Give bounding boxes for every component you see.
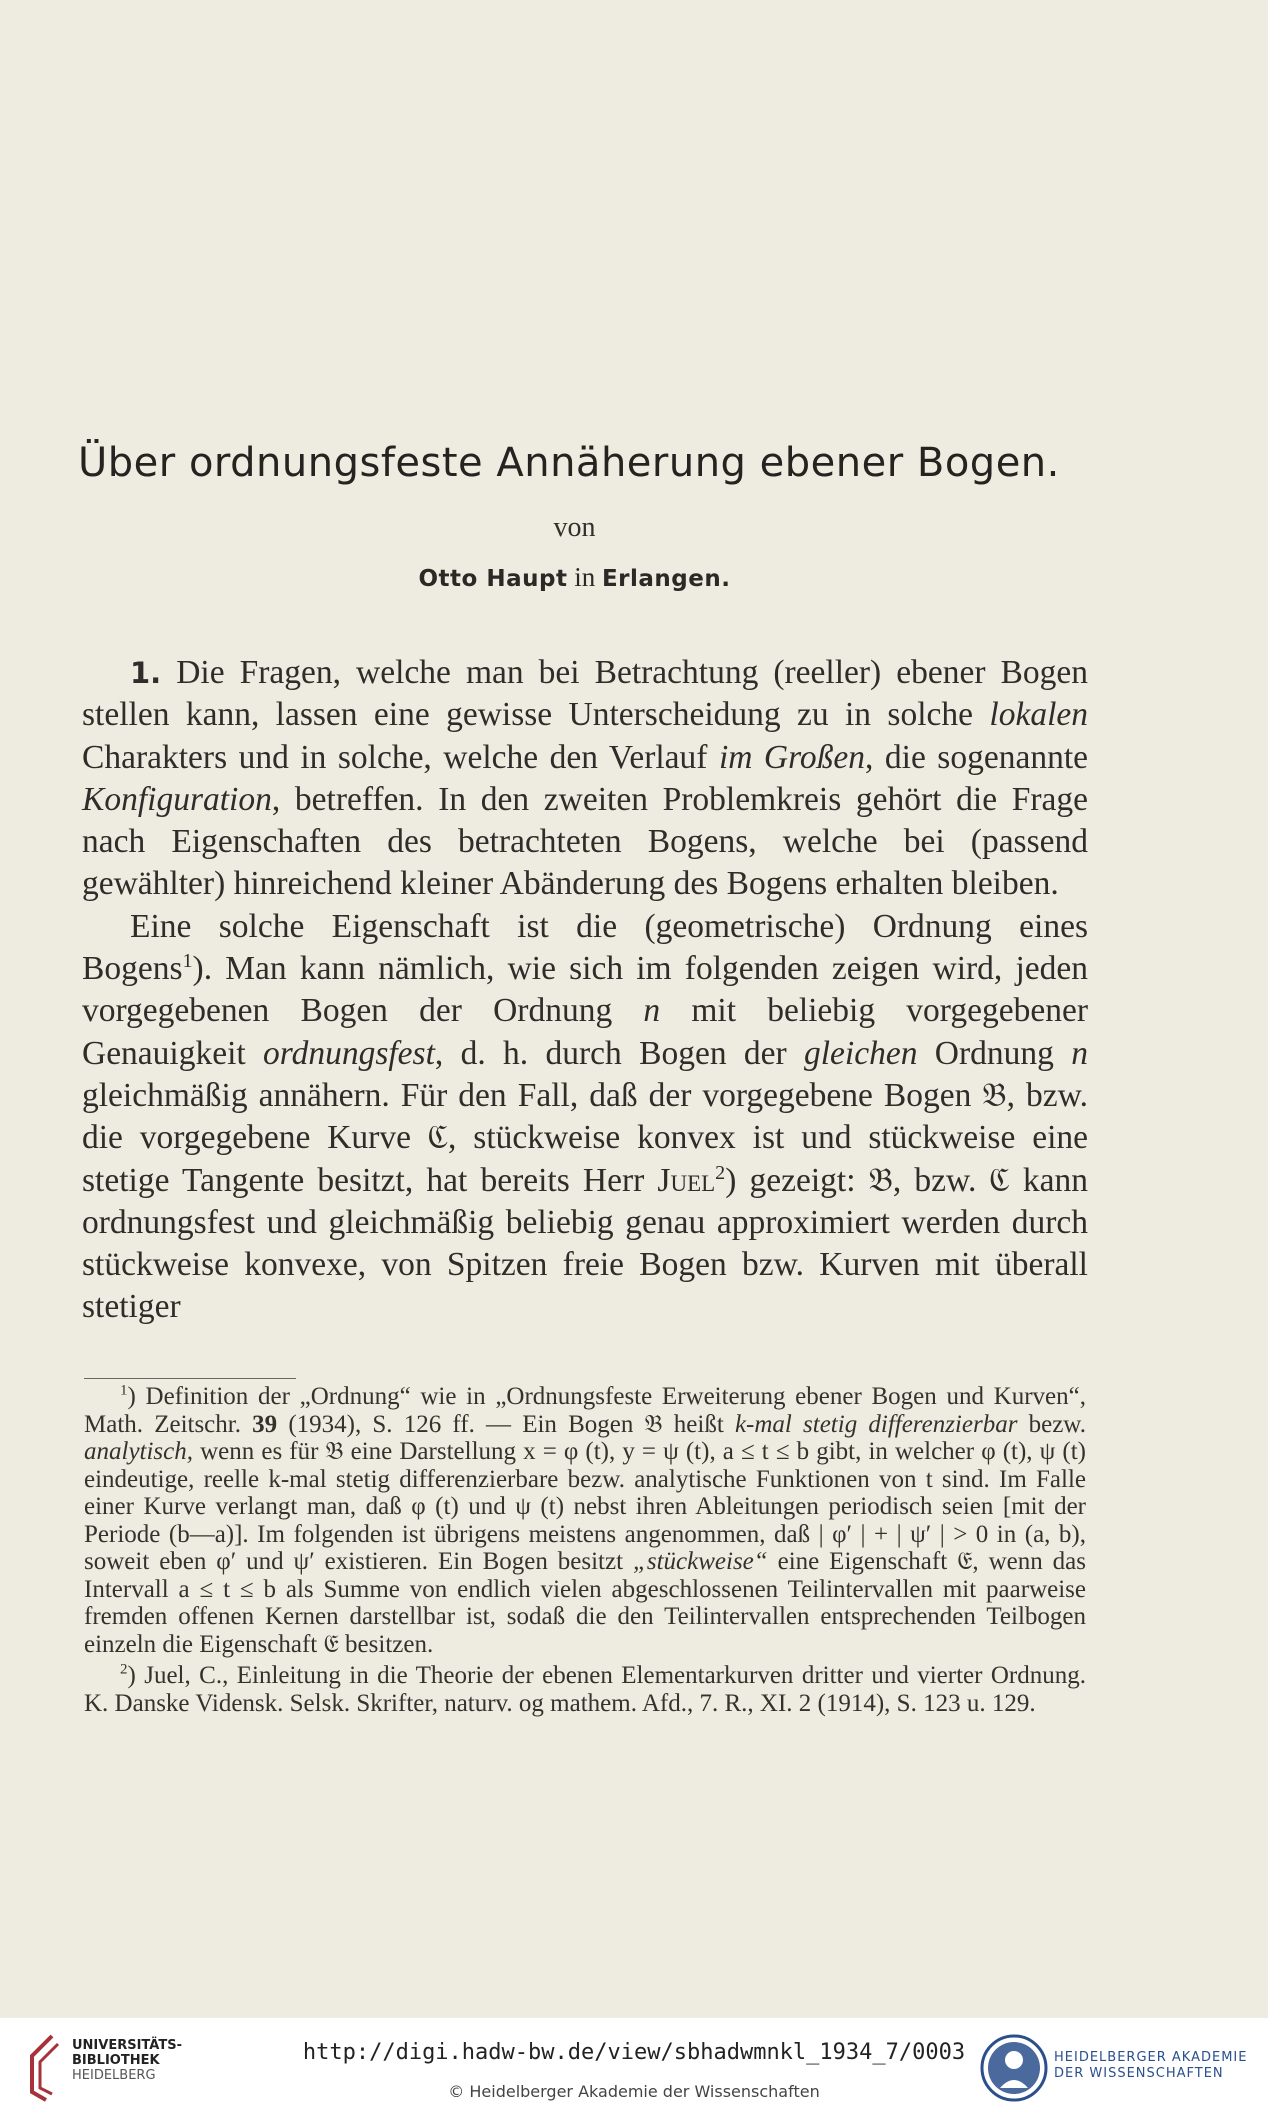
- footnote-2: [84, 1662, 1086, 1717]
- text-run: , betreffen. In den zweiten Problemkreis gehört die Frage nach Eigenschaften des betrachteten Bogens, welche bei (passend gewählter) hinreichend kleiner Abänderung des Bogens erhalten bleiben.: [82, 780, 1088, 903]
- bold-run: 39: [252, 1410, 278, 1438]
- footnote-marker: 2: [120, 1661, 128, 1678]
- italic-run: k-mal stetig differenzierbar: [734, 1410, 1018, 1438]
- italic-run: „stückweise“: [632, 1548, 768, 1575]
- text-run: Eine solche Eigenschaft ist die (geometrische) Ordnung eines Bogens: [82, 907, 1088, 988]
- byline-von: von: [553, 512, 596, 543]
- footnote-marker: 1: [120, 1382, 128, 1399]
- copyright-notice: © Heidelberger Akademie der Wissenschaften: [448, 2082, 820, 2101]
- main-text: [82, 652, 1088, 1329]
- italic-run: n: [643, 992, 661, 1030]
- author-city: Erlangen.: [601, 566, 731, 592]
- library-line: HEIDELBERG: [72, 2068, 156, 2083]
- author-name: Otto Haupt: [418, 566, 568, 592]
- text-run: ). Man kann nämlich, wie sich im folgenden zeigen wird, jeden vorgegebenen Bogen der Ordnung: [82, 950, 1088, 1030]
- footnote-divider: [84, 1378, 296, 1379]
- italic-run: n: [1071, 1034, 1088, 1072]
- academy-line: DER WISSENSCHAFTEN: [1054, 2066, 1224, 2081]
- academy-seal-icon: [980, 2030, 1048, 2110]
- italic-run: Konfiguration: [82, 780, 272, 818]
- text-run: bezw.: [1017, 1410, 1086, 1438]
- italic-run: lokalen: [989, 696, 1088, 734]
- permalink-url[interactable]: http://digi.hadw-bw.de/view/sbhadwmnkl_1934_7/0003: [302, 2040, 966, 2065]
- byline-author: [0, 562, 1149, 593]
- text-run: ) Juel, C., Einleitung in die Theorie der ebenen Elementarkurven dritter und vierter Ordnung. K. Danske Vidensk. Selsk. Skrifter, naturv. og mathem. Afd., 7. R., XI. 2 (1914), S. 123 u. 129.: [84, 1662, 1086, 1717]
- library-line: BIBLIOTHEK: [72, 2053, 160, 2068]
- text-run: , d. h. durch Bogen der: [434, 1034, 804, 1072]
- text-run: Charakters und in solche, welche den Verlauf: [82, 738, 719, 776]
- footnotes: [84, 1383, 1086, 1717]
- paragraph-1: [82, 652, 1088, 906]
- text-run: , die sogenannte: [865, 738, 1088, 776]
- viewer-footer: [0, 2018, 1268, 2122]
- smallcaps-run: Juel: [657, 1161, 716, 1199]
- text-run: ) gezeigt: 𝔅, bzw. ℭ kann ordnungsfest und gleichmäßig beliebig genau approximiert werden durch stückweise konvexe, von Spitzen freie Bogen bzw. Kurven mit überall stetiger: [82, 1161, 1089, 1326]
- library-line: UNIVERSITÄTS-: [72, 2038, 182, 2053]
- text-run: Ordnung: [917, 1034, 1072, 1072]
- text-run: gleichmäßig annähern. Für den Fall, daß der vorgegebene Bogen 𝔅, bzw. die vorgegebene Kurve ℭ, stückweise konvex ist und stückweise eine stetige Tangente besitzt, hat bereits Herr: [82, 1076, 1088, 1199]
- author-in: in: [574, 562, 596, 592]
- footnote-ref: 1: [182, 949, 193, 972]
- text-run: eine Eigenschaft 𝔈, wenn das Intervall a ≤ t ≤ b als Summe von endlich vielen abgeschlossenen Teilintervallen mit paarweise fremden offenen Kernen darstellbar ist, sodaß die den Teilintervallen entsprechenden Teilbogen einzeln die Eigenschaft 𝔈 besitzen.: [84, 1548, 1086, 1658]
- text-run: wenn es für 𝔅 eine Darstellung x = φ (t), y = ψ (t), a ≤ t ≤ b gibt, in welcher φ (t), ψ (t) eindeutige, reelle k-mal stetig differenzierbare bezw. analytische Funktionen von t sind. Im Falle einer Kurve verlangt man, daß φ (t) und ψ (t) nebst ihren Ableitungen periodisch seien [mit der Periode (b—a)]. Im folgenden ist übrigens meistens angenommen, daß | φ′ | + | ψ′ | > 0 in (a, b), soweit eben φ′ und ψ′ existieren. Ein Bogen besitzt: [84, 1438, 1086, 1575]
- italic-run: analytisch,: [84, 1438, 194, 1465]
- text-run: Die Fragen, welche man bei Betrachtung (reeller) ebener Bogen stellen kann, lassen eine gewisse Unterscheidung zu in solche: [82, 654, 1088, 734]
- footnote-ref: 2: [715, 1161, 726, 1184]
- text-run: mit beliebig vorgegebener Genauigkeit: [82, 992, 1088, 1072]
- italic-run: gleichen: [804, 1034, 918, 1072]
- italic-run: ordnungsfest: [263, 1034, 435, 1072]
- paragraph-2: [82, 906, 1088, 1329]
- text-run: (1934), S. 126 ff. — Ein Bogen 𝔅 heißt: [277, 1410, 735, 1438]
- section-number: 1.: [130, 656, 162, 690]
- text-run: ) Definition der „Ordnung“ wie in „Ordnungsfeste Erweiterung ebener Bogen und Kurven“, Math. Zeitschr.: [84, 1383, 1086, 1438]
- italic-run: im Großen: [718, 738, 866, 776]
- footnote-1: [84, 1383, 1086, 1658]
- academy-name: [1054, 2050, 1247, 2082]
- article-title: Über ordnungsfeste Annäherung ebener Bogen.: [78, 440, 1060, 486]
- academy-line: HEIDELBERGER AKADEMIE: [1054, 2050, 1248, 2065]
